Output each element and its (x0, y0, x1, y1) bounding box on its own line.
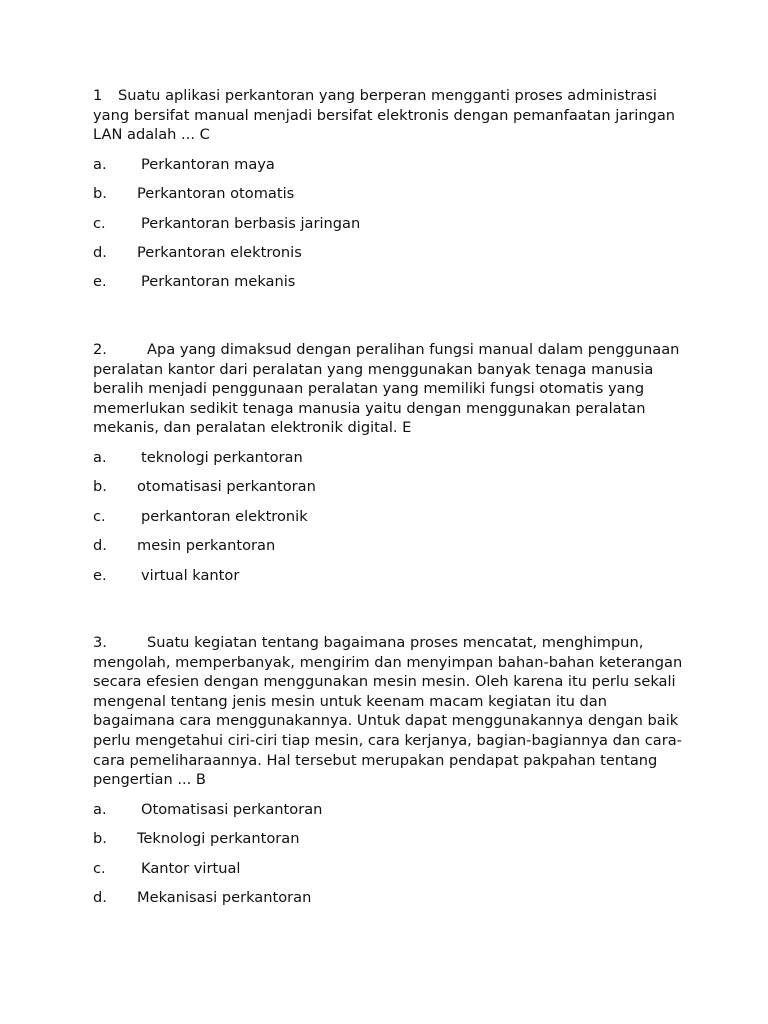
option-text: virtual kantor (141, 566, 240, 584)
option-letter: d. (93, 537, 107, 555)
question-1-option-a (93, 155, 693, 184)
question-1-option-d (93, 243, 693, 272)
question-3-option-d (93, 888, 693, 917)
option-text: Perkantoran elektronis (137, 243, 302, 261)
question-2-option-e (93, 566, 693, 595)
option-text: otomatisasi perkantoran (137, 478, 316, 496)
question-2-option-b (93, 477, 693, 506)
option-text: Otomatisasi perkantoran (141, 800, 323, 818)
option-text: Mekanisasi perkantoran (137, 888, 312, 906)
question-2-option-a (93, 448, 693, 477)
option-letter: d. (93, 243, 107, 261)
option-text: Perkantoran berbasis jaringan (141, 214, 361, 232)
question-1-option-e (93, 272, 693, 301)
option-text: Perkantoran otomatis (137, 185, 295, 203)
option-letter: a. (93, 448, 107, 466)
question-2-stem (93, 340, 693, 438)
question-1-stem (93, 86, 693, 145)
option-letter: d. (93, 888, 107, 906)
option-letter: b. (93, 478, 107, 496)
option-text: Perkantoran mekanis (141, 273, 296, 291)
question-2-option-c (93, 507, 693, 536)
question-3-stem (93, 633, 693, 790)
question-3-text: Suatu kegiatan tentang bagaimana proses mencatat, menghimpun, mengolah, memperbanyak, mengirim dan menyimpan bahan-bahan keterangan secara efesien dengan menggunakan mesin mesin. Oleh karena itu perlu sekali mengenal tentang jenis mesin untuk keenam macam kegiatan itu dan bagaimana cara menggunakannya. Untuk dapat menggunakannya dengan baik perlu mengetahui ciri-ciri tiap mesin, cara kerjanya, bagian-bagiannya dan cara-cara pemeliharaannya. Hal tersebut merupakan pendapat pakpahan tentang pengertian ... B (93, 634, 683, 789)
option-letter: c. (93, 214, 106, 232)
option-letter: b. (93, 830, 107, 848)
option-letter: c. (93, 859, 106, 877)
option-letter: b. (93, 185, 107, 203)
question-1-number: 1 (93, 87, 103, 104)
question-3-option-b (93, 829, 693, 858)
option-letter: a. (93, 800, 107, 818)
question-3-number: 3. (93, 634, 107, 651)
option-letter: e. (93, 273, 107, 291)
option-text: mesin perkantoran (137, 537, 276, 555)
option-text: Teknologi perkantoran (137, 830, 300, 848)
option-text: perkantoran elektronik (141, 507, 308, 525)
option-letter: a. (93, 155, 107, 173)
question-2-options (93, 448, 693, 595)
question-3 (93, 633, 693, 917)
option-letter: c. (93, 507, 106, 525)
question-2-option-d (93, 536, 693, 565)
question-1-option-c (93, 214, 693, 243)
question-1-options (93, 155, 693, 302)
option-text: Kantor virtual (141, 859, 241, 877)
option-letter: e. (93, 566, 107, 584)
question-2 (93, 340, 693, 595)
option-text: teknologi perkantoran (141, 448, 303, 466)
option-text: Perkantoran maya (141, 155, 275, 173)
question-1-text: Suatu aplikasi perkantoran yang berperan mengganti proses administrasi yang bersifat manual menjadi bersifat elektronis dengan pemanfaatan jaringan LAN adalah ... C (93, 87, 676, 144)
question-2-number: 2. (93, 341, 107, 358)
question-3-options (93, 800, 693, 918)
question-1-option-b (93, 184, 693, 213)
question-2-text: Apa yang dimaksud dengan peralihan fungsi manual dalam penggunaan peralatan kantor dari peralatan yang menggunakan banyak tenaga manusia beralih menjadi penggunaan peralatan yang memiliki fungsi otomatis yang memerlukan sedikit tenaga manusia yaitu dengan menggunakan peralatan mekanis, dan peralatan elektronik digital. E (93, 341, 680, 437)
question-1 (93, 86, 693, 302)
question-3-option-a (93, 800, 693, 829)
question-3-option-c (93, 859, 693, 888)
